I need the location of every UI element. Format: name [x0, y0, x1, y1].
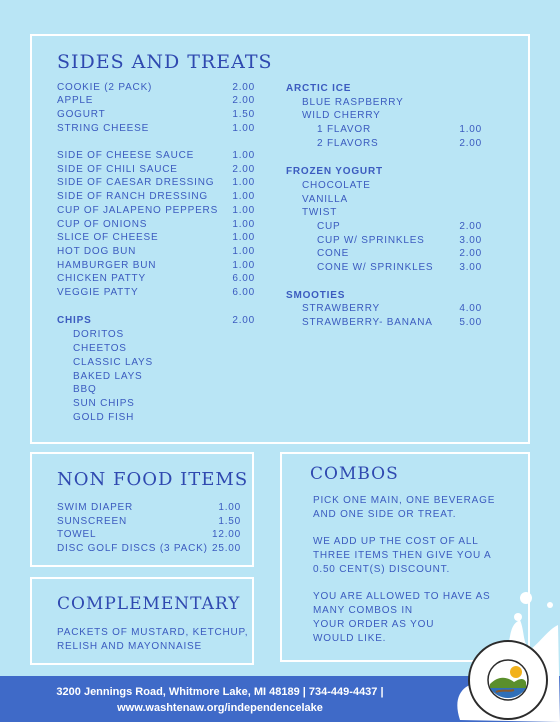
chip-flavor: BAKED LAYS [73, 371, 143, 382]
menu-row: 2 FLAVORS 2.00 [317, 138, 482, 149]
menu-row: CUP W/ SPRINKLES 3.00 [317, 235, 482, 246]
menu-row: STRAWBERRY 4.00 [302, 303, 482, 314]
menu-row: GOGURT 1.50 [57, 109, 255, 120]
smoothies-heading: SMOOTIES [286, 290, 346, 301]
text-line: YOUR ORDER AS YOU [313, 619, 435, 630]
text-line: THREE ITEMS THEN GIVE YOU A [313, 550, 492, 561]
sides-right-column [286, 83, 482, 333]
yogurt-flavor: CHOCOLATE [302, 180, 371, 191]
arctic-flavor: BLUE RASPBERRY [302, 97, 404, 108]
menu-row: VEGGIE PATTY 6.00 [57, 287, 255, 298]
chip-flavor: SUN CHIPS [73, 398, 135, 409]
menu-row: DISC GOLF DISCS (3 PACK) 25.00 [57, 543, 241, 554]
text-line: PACKETS OF MUSTARD, KETCHUP, [57, 627, 249, 638]
parks-logo-icon [470, 642, 546, 718]
chip-flavor: CLASSIC LAYS [73, 357, 154, 368]
menu-row: SWIM DIAPER 1.00 [57, 502, 241, 513]
yogurt-flavor: VANILLA [302, 194, 348, 205]
menu-row: CONE W/ SPRINKLES 3.00 [317, 262, 482, 273]
footer-address: 3200 Jennings Road, Whitmore Lake, MI 48189 | 734-449-4437 | [56, 686, 384, 698]
text-line: WE ADD UP THE COST OF ALL [313, 536, 479, 547]
menu-row: HAMBURGER BUN 1.00 [57, 260, 255, 271]
menu-row: 1 FLAVOR 1.00 [317, 124, 482, 135]
menu-row: SIDE OF CAESAR DRESSING 1.00 [57, 177, 255, 188]
menu-row: SUNSCREEN 1.50 [57, 516, 241, 527]
sides-left-column [57, 82, 255, 432]
combos-title: COMBOS [310, 464, 399, 484]
menu-row: COOKIE (2 PACK) 2.00 [57, 82, 255, 93]
footer-website-link[interactable]: www.washtenaw.org/independencelake [117, 702, 323, 714]
complementary-text [57, 626, 248, 654]
text-line: AND ONE SIDE OR TREAT. [313, 509, 457, 520]
chip-flavor: BBQ [73, 384, 97, 395]
text-line: WOULD LIKE. [313, 633, 387, 644]
menu-row: STRING CHEESE 1.00 [57, 123, 255, 134]
menu-row: CUP OF JALAPENO PEPPERS 1.00 [57, 205, 255, 216]
menu-row: CUP 2.00 [317, 221, 482, 232]
menu-row: SIDE OF RANCH DRESSING 1.00 [57, 191, 255, 202]
parks-logo [468, 640, 548, 720]
menu-row: CHICKEN PATTY 6.00 [57, 273, 255, 284]
menu-row: SIDE OF CHILI SAUCE 2.00 [57, 164, 255, 175]
chip-flavor: GOLD FISH [73, 412, 135, 423]
arctic-flavor: WILD CHERRY [302, 110, 381, 121]
menu-row: HOT DOG BUN 1.00 [57, 246, 255, 257]
menu-row: TOWEL 12.00 [57, 529, 241, 540]
chips-heading: CHIPS 2.00 [57, 315, 255, 326]
menu-row: CONE 2.00 [317, 248, 482, 259]
frozen-yogurt-heading: FROZEN YOGURT [286, 166, 383, 177]
menu-row: SLICE OF CHEESE 1.00 [57, 232, 255, 243]
menu-row: APPLE 2.00 [57, 95, 255, 106]
chip-flavor: DORITOS [73, 329, 124, 340]
complementary-title: COMPLEMENTARY [57, 594, 241, 614]
text-line: 0.50 CENT(S) DISCOUNT. [313, 564, 451, 575]
text-line: RELISH AND MAYONNAISE [57, 641, 202, 652]
text-line: MANY COMBOS IN [313, 605, 413, 616]
chip-flavor: CHEETOS [73, 343, 127, 354]
non-food-list [57, 502, 241, 562]
text-line: YOU ARE ALLOWED TO HAVE AS [313, 591, 491, 602]
sides-title: SIDES AND TREATS [57, 51, 273, 73]
menu-row: SIDE OF CHEESE SAUCE 1.00 [57, 150, 255, 161]
non-food-title: NON FOOD ITEMS [57, 469, 249, 490]
yogurt-flavor: TWIST [302, 207, 338, 218]
text-line: PICK ONE MAIN, ONE BEVERAGE [313, 495, 496, 506]
arctic-ice-heading: ARCTIC ICE [286, 83, 352, 94]
menu-row: CUP OF ONIONS 1.00 [57, 219, 255, 230]
menu-row: STRAWBERRY- BANANA 5.00 [302, 317, 482, 328]
